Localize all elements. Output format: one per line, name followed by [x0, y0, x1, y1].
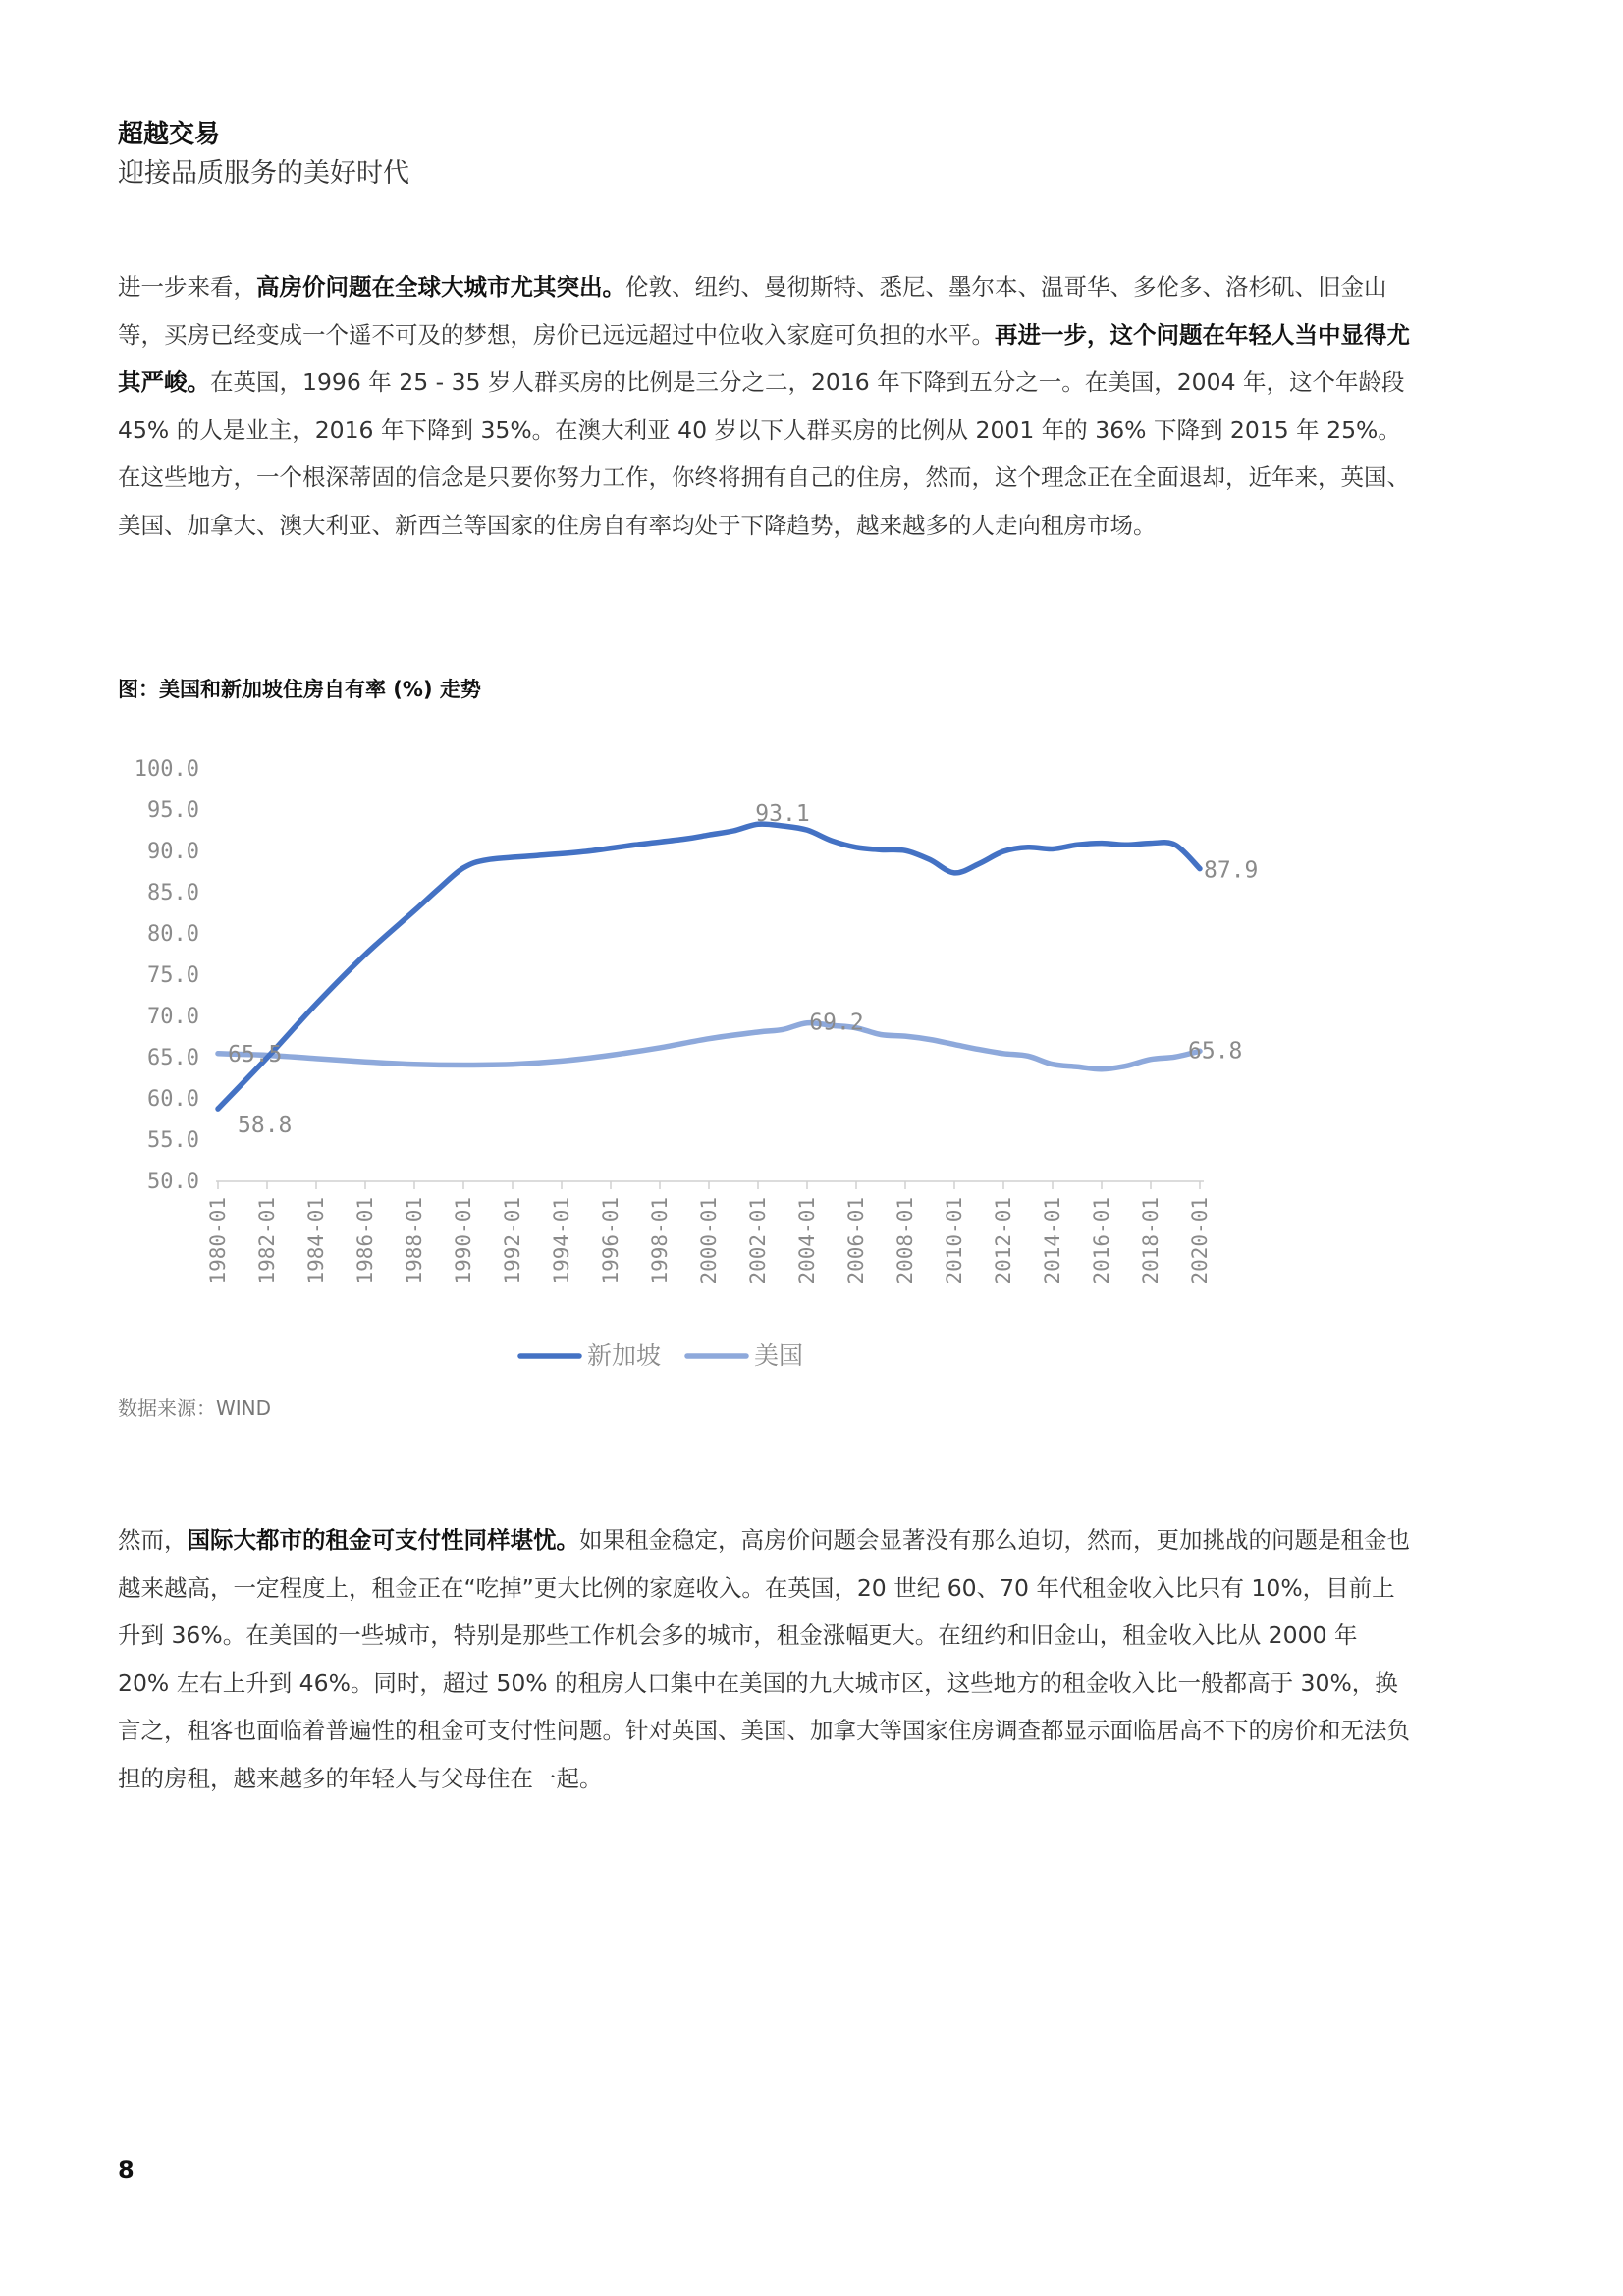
- x-tick-label: 2014-01: [1041, 1197, 1064, 1285]
- x-axis-ticks: [218, 1181, 1200, 1189]
- emphasis-run: 国际大都市的租金可支付性同样堪忧。: [187, 1526, 579, 1554]
- y-tick-label: 55.0: [147, 1128, 199, 1153]
- y-tick-label: 85.0: [147, 881, 199, 905]
- y-tick-label: 65.0: [147, 1046, 199, 1070]
- x-tick-label: 1998-01: [648, 1197, 672, 1285]
- y-tick-label: 100.0: [134, 757, 199, 782]
- y-tick-label: 95.0: [147, 798, 199, 823]
- figure-caption: 图：美国和新加坡住房自有率 (%) 走势: [118, 678, 481, 701]
- x-tick-label: 1984-01: [304, 1197, 328, 1285]
- series-lines: [218, 824, 1200, 1109]
- x-tick-label: 1996-01: [599, 1197, 622, 1285]
- header-subtitle: 迎接品质服务的美好时代: [118, 158, 409, 189]
- x-tick-label: 2002-01: [746, 1197, 770, 1285]
- y-tick-label: 50.0: [147, 1170, 199, 1194]
- text-run: 如果租金稳定，高房价问题会显著没有那么迫切，然而，更加挑战的问题是租金也越来越高，一定程度上，租金正在“吃掉”更大比例的家庭收入。在英国，20 世纪 60、70 年代租金收入比只有 10%，目前上升到 36%。在美国的一些城市，特别是那些工作机会多的城市，租金涨幅更大。在纽约和旧金山，租金收入比从 2000 年 20% 左右上升到 46%。同时，超过 50% 的租房人口集中在美国的九大城市区，这些地方的租金收入比一般都高于 30%，换言之，租客也面临着普遍性的租金可支付性问题。针对英国、美国、加拿大等国家住房调查都显示面临居高不下的房价和无法负担的房租，越来越多的年轻人与父母住在一起。: [118, 1526, 1410, 1792]
- y-axis-labels: [135, 757, 199, 1194]
- text-run: 进一步来看，: [118, 273, 256, 301]
- y-tick-label: 75.0: [147, 963, 199, 988]
- paragraph-rent: [118, 1516, 1414, 1802]
- emphasis-run: 再进一步，这个问题在年轻人当中显得尤其严峻。: [118, 320, 1410, 396]
- x-axis-labels: [206, 1197, 1212, 1285]
- x-tick-label: 2006-01: [844, 1197, 868, 1285]
- chart-legend: [520, 1341, 803, 1370]
- x-tick-label: 1982-01: [255, 1197, 279, 1285]
- text-run: 在英国，1996 年 25 - 35 岁人群买房的比例是三分之二，2016 年下降到五分之一。在美国，2004 年，这个年龄段 45% 的人是业主，2016 年下降到 35%。在澳大利亚 40 岁以下人群买房的比例从 2001 年的 36% 下降到 2015 年 25%。在这些地方，一个根深蒂固的信念是只要你努力工作，你终将拥有自己的住房，然而，这个理念正在全面退却，近年来，英国、美国、加拿大、澳大利亚、新西兰等国家的住房自有率均处于下降趋势，越来越多的人走向租房市场。: [118, 368, 1410, 539]
- paragraph-intro: [118, 263, 1414, 549]
- page-number: 8: [118, 2157, 135, 2184]
- legend-label: 新加坡: [587, 1341, 662, 1370]
- text-run: 伦敦、纽约、曼彻斯特、悉尼、墨尔本、温哥华、多伦多、洛杉矶、旧金山等，买房已经变成一个遥不可及的梦想，房价已远远超过中位收入家庭可负担的水平。: [118, 273, 1387, 349]
- x-tick-label: 2008-01: [893, 1197, 917, 1285]
- y-tick-label: 60.0: [147, 1087, 199, 1112]
- x-tick-label: 2016-01: [1090, 1197, 1113, 1285]
- homeownership-line-chart: [108, 738, 1259, 1387]
- x-tick-label: 1994-01: [550, 1197, 573, 1285]
- data-label: 69.2: [809, 1010, 864, 1036]
- x-tick-label: 2000-01: [697, 1197, 721, 1285]
- y-tick-label: 70.0: [147, 1005, 199, 1029]
- header-title: 超越交易: [118, 120, 221, 149]
- x-tick-label: 2020-01: [1188, 1197, 1212, 1285]
- emphasis-run: 高房价问题在全球大城市尤其突出。: [256, 273, 625, 301]
- data-label: 65.5: [228, 1041, 283, 1067]
- x-tick-label: 2004-01: [795, 1197, 819, 1285]
- x-tick-label: 1990-01: [452, 1197, 475, 1285]
- y-tick-label: 80.0: [147, 922, 199, 947]
- x-tick-label: 1992-01: [501, 1197, 524, 1285]
- text-run: 然而，: [118, 1526, 188, 1554]
- series-line-usa: [218, 1023, 1200, 1069]
- x-tick-label: 1988-01: [403, 1197, 426, 1285]
- data-source: 数据来源：WIND: [118, 1396, 272, 1420]
- data-label: 93.1: [755, 800, 810, 827]
- legend-label: 美国: [754, 1341, 804, 1370]
- data-label: 65.8: [1188, 1038, 1243, 1065]
- x-tick-label: 1980-01: [206, 1197, 230, 1285]
- y-tick-label: 90.0: [147, 840, 199, 864]
- data-label: 58.8: [238, 1113, 293, 1139]
- x-tick-label: 2018-01: [1139, 1197, 1163, 1285]
- data-label: 87.9: [1204, 857, 1259, 884]
- x-tick-label: 2010-01: [943, 1197, 966, 1285]
- x-tick-label: 1986-01: [353, 1197, 377, 1285]
- data-labels: [228, 801, 1258, 1138]
- x-tick-label: 2012-01: [992, 1197, 1015, 1285]
